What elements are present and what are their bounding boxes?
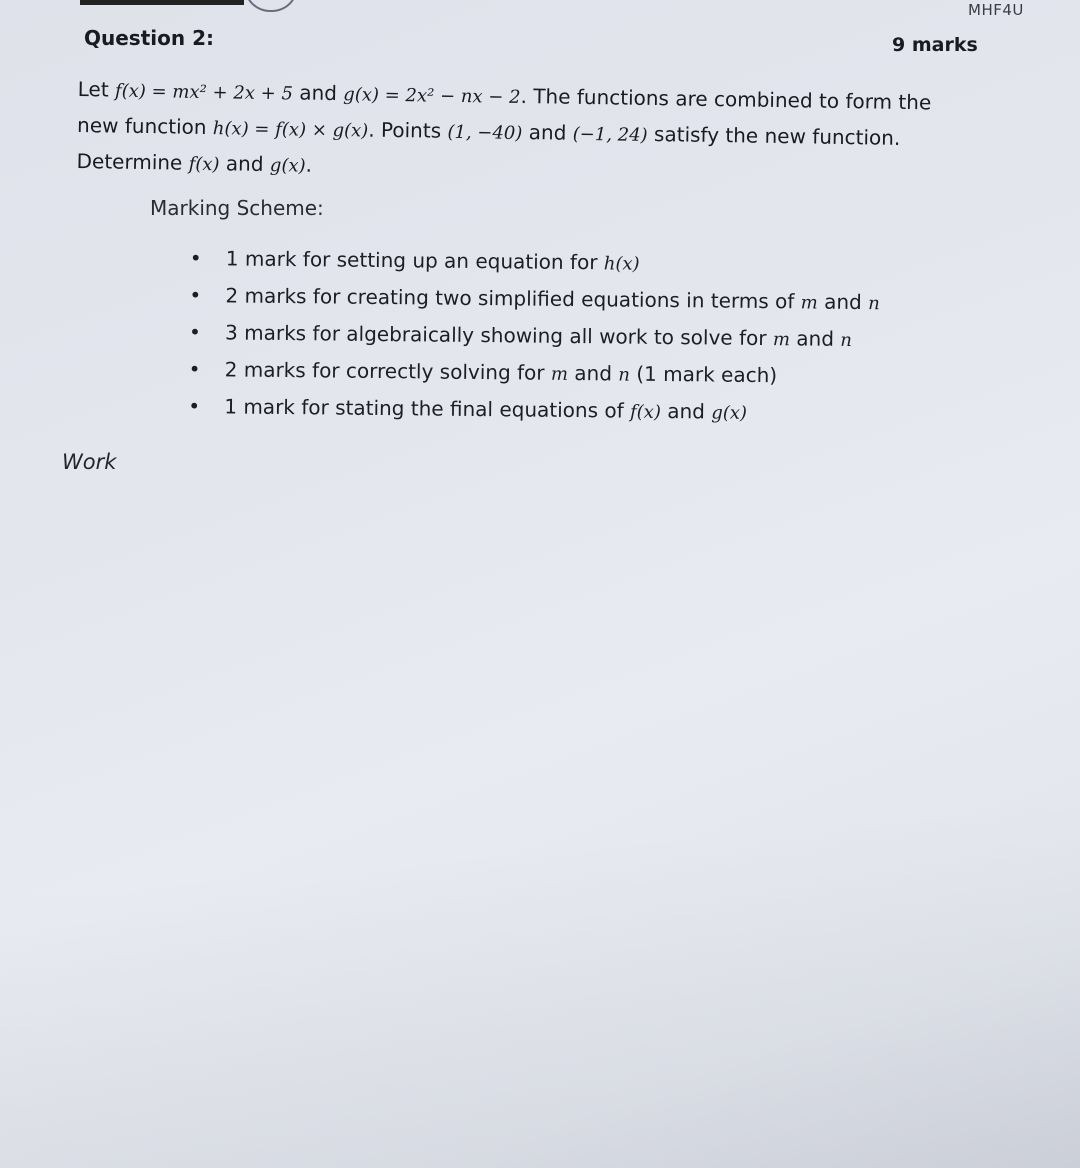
math-f: f(x) <box>188 153 220 176</box>
scheme-item-and: and <box>574 361 613 386</box>
scheme-item-math: f(x) <box>629 401 662 423</box>
header-rule <box>80 0 244 5</box>
text-points: . Points <box>368 117 442 143</box>
text-and-3: and <box>225 151 264 176</box>
text-and-2: and <box>528 120 567 145</box>
bullet-icon: • <box>189 246 202 271</box>
scheme-item-text: 3 marks for algebraically showing all work to solve for <box>224 320 767 351</box>
text-period: . <box>305 152 313 177</box>
scheme-item-math: m <box>550 363 569 385</box>
question-title: Question 2: <box>84 26 214 50</box>
scheme-item-text: 1 mark for setting up an equation for <box>225 246 598 275</box>
marking-scheme-item <box>188 394 988 439</box>
math-f-definition: f(x) = mx² + 2x + 5 <box>114 80 294 105</box>
math-g: g(x) <box>269 155 306 177</box>
scheme-item-math-2: n <box>840 329 853 351</box>
question-marks: 9 marks <box>892 34 978 56</box>
text-determine: Determine <box>76 148 183 175</box>
math-point-1: (1, −40) <box>447 121 523 144</box>
scheme-item-suffix: (1 mark each) <box>636 361 778 388</box>
work-label: Work <box>62 450 117 474</box>
scheme-item-math-2: g(x) <box>711 402 748 424</box>
school-logo <box>244 0 298 12</box>
scheme-item-text: 1 mark for stating the final equations of <box>224 394 624 423</box>
marking-scheme-list <box>188 246 990 439</box>
text-new-function: new function <box>76 112 207 140</box>
scheme-item-math-2: n <box>618 364 631 386</box>
text-line1-rest: . The functions are combined to form the <box>520 83 932 115</box>
bullet-icon: • <box>188 393 201 419</box>
text-satisfy: satisfy the new function. <box>653 122 901 150</box>
scheme-item-text: 2 marks for correctly solving for <box>224 357 545 385</box>
bullet-icon: • <box>189 282 202 308</box>
text-let: Let <box>77 76 109 102</box>
marking-scheme-title: Marking Scheme: <box>150 196 324 220</box>
scheme-item-math-2: n <box>868 293 880 315</box>
scheme-item-math: h(x) <box>603 253 640 275</box>
course-code: MHF4U <box>968 1 1024 19</box>
bullet-icon: • <box>188 356 201 382</box>
scheme-item-math: m <box>800 292 818 314</box>
scheme-item-text: 2 marks for creating two simplified equations in terms of <box>225 283 795 314</box>
text-and: and <box>299 80 338 106</box>
math-g-definition: g(x) = 2x² − nx − 2 <box>343 84 521 108</box>
scheme-item-math: m <box>772 329 791 351</box>
bullet-icon: • <box>188 319 202 345</box>
math-h-definition: h(x) = f(x) × g(x) <box>212 118 369 142</box>
scheme-item-and: and <box>824 289 862 315</box>
paper-shadow <box>0 648 1080 1168</box>
math-point-2: (−1, 24) <box>572 123 648 146</box>
question-text <box>76 72 1038 195</box>
scheme-item-and: and <box>667 399 706 424</box>
scheme-item-and: and <box>796 326 835 351</box>
